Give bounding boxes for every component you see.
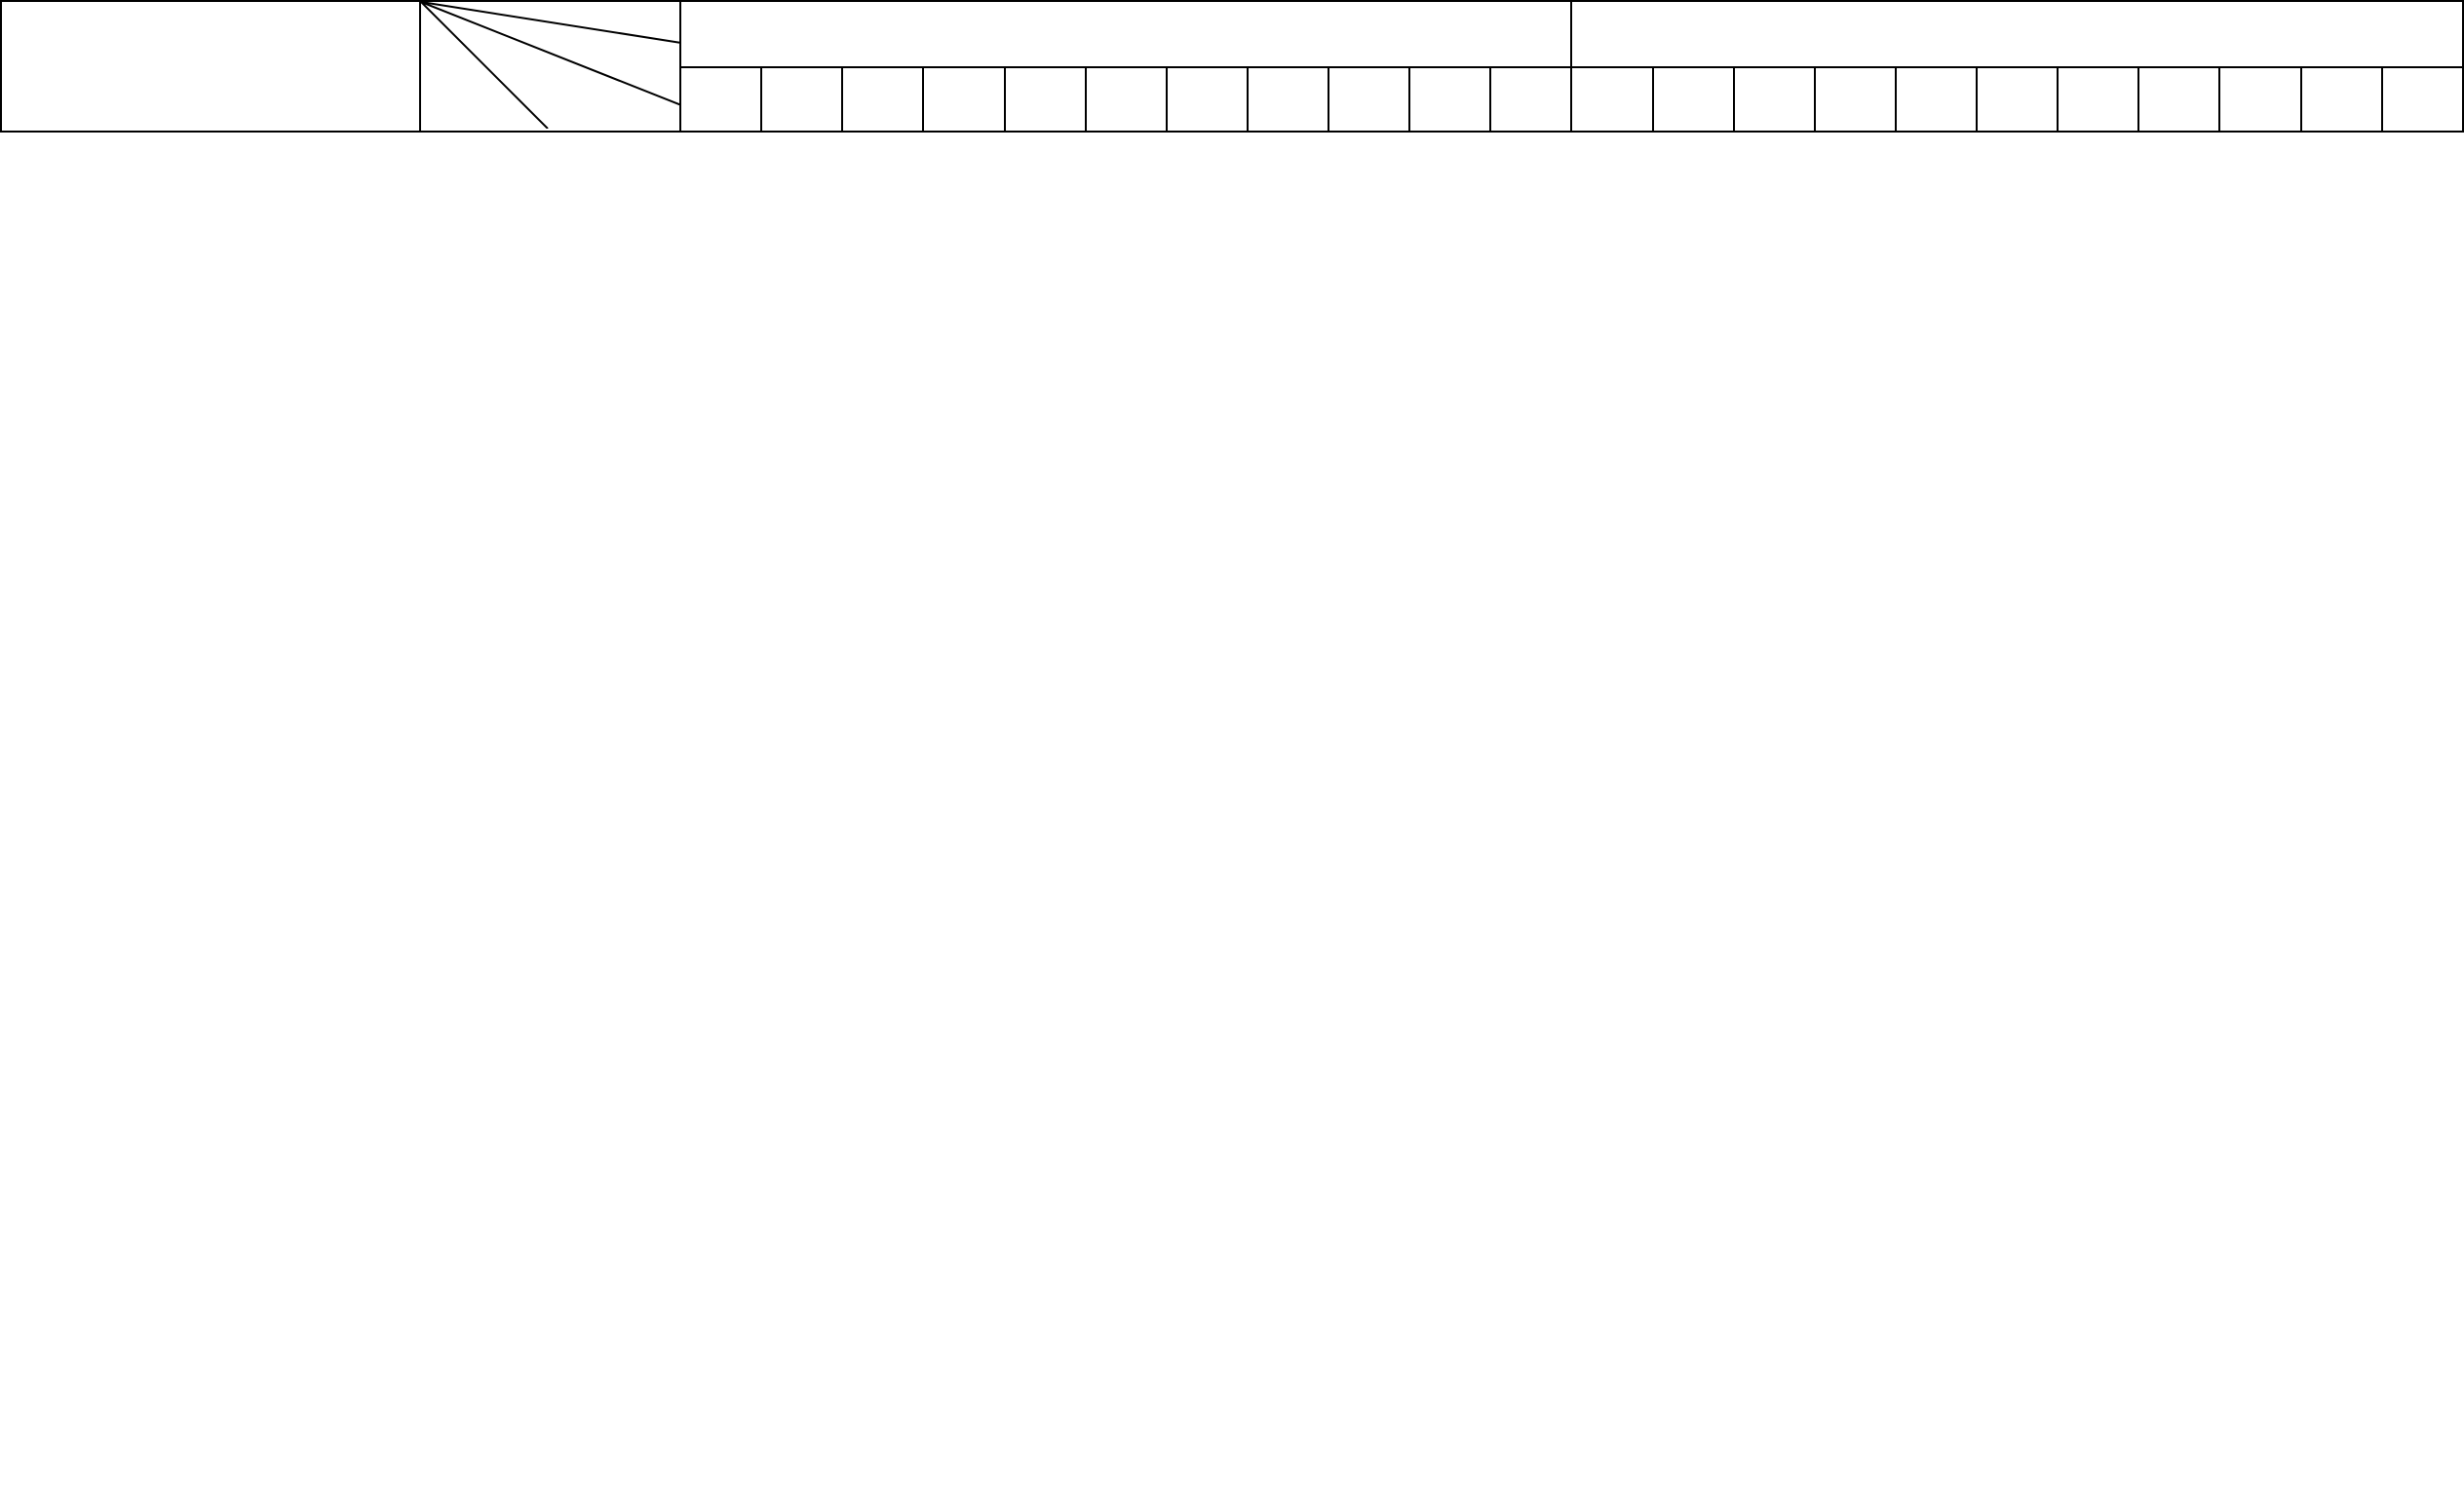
k2-header-cell <box>680 67 761 132</box>
k2-header-cell <box>923 67 1004 132</box>
coefficient-table <box>0 0 2464 133</box>
k2-header-cell <box>1490 67 1571 132</box>
k2-header-cell <box>2058 67 2138 132</box>
diagonal-lines <box>421 2 681 129</box>
k2-header-cell <box>1005 67 1086 132</box>
k1-group-030 <box>1571 1 2463 67</box>
k2-header-cell <box>2138 67 2219 132</box>
k2-header-cell <box>1086 67 1167 132</box>
k2-header-cell <box>1409 67 1490 132</box>
k2-header-cell <box>1653 67 1734 132</box>
k2-header-cell <box>1815 67 1896 132</box>
k2-header-cell <box>1248 67 1328 132</box>
k2-header-cell <box>1167 67 1248 132</box>
k2-header-cell <box>1328 67 1409 132</box>
k2-header-cell <box>2382 67 2463 132</box>
k2-header-cell <box>1734 67 1815 132</box>
k2-header-cell <box>1896 67 1977 132</box>
sketch-header <box>1 1 420 132</box>
k1-group-020 <box>680 1 1571 67</box>
k2-header-cell <box>2301 67 2382 132</box>
k2-header-cell <box>1977 67 2058 132</box>
k2-header-cell <box>1571 67 1652 132</box>
k2-header-cell <box>761 67 842 132</box>
diagonal-header <box>420 1 680 132</box>
k2-header-cell <box>2219 67 2300 132</box>
k2-header-cell <box>842 67 923 132</box>
